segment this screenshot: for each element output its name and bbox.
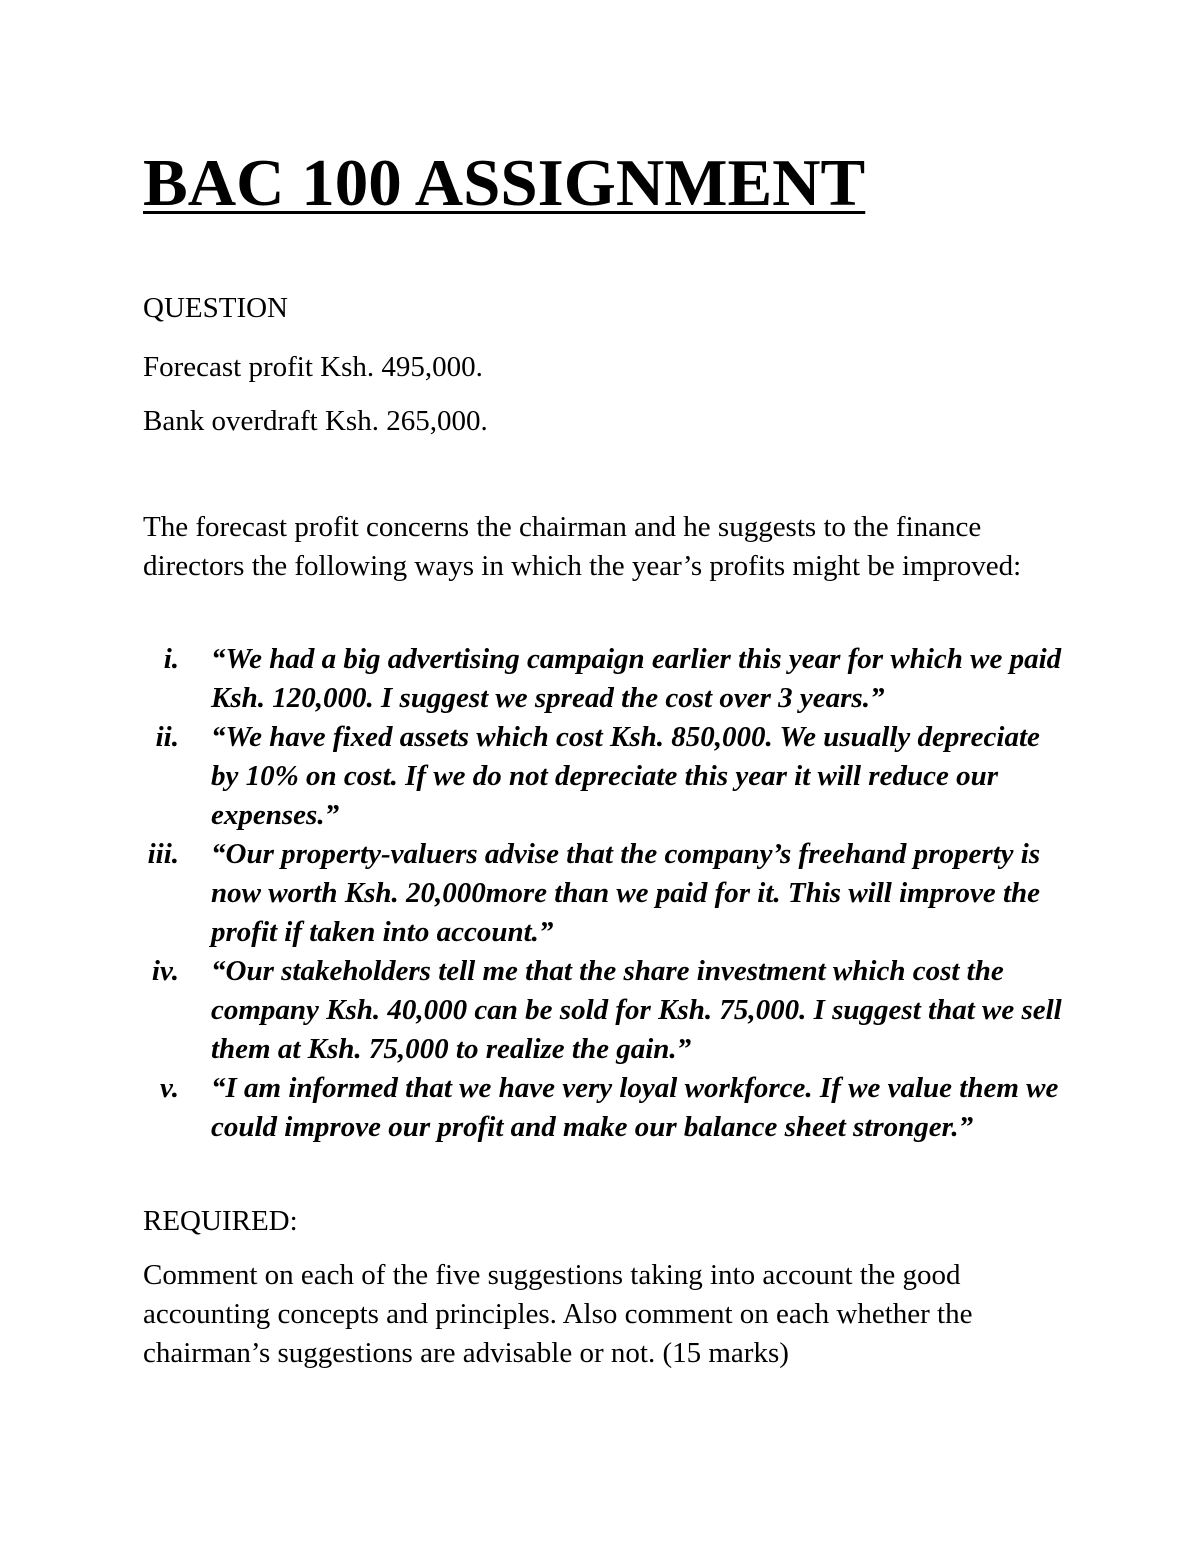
- suggestion-text: “Our stakeholders tell me that the share investment which cost the company Ksh. 40,000 can be sold for Ksh. 75,000. I suggest that we sell them at Ksh. 75,000 to realize the gain.”: [211, 955, 1062, 1065]
- suggestion-text: “We had a big advertising campaign earlier this year for which we paid Ksh. 120,000. I suggest we spread the cost over 3 years.”: [211, 643, 1062, 714]
- suggestion-text: “Our property-valuers advise that the company’s freehand property is now worth Ksh. 20,000more than we paid for it. This will improve the profit if taken into account.”: [211, 838, 1041, 948]
- intro-paragraph: The forecast profit concerns the chairman and he suggests to the finance directors the following ways in which the year’s profits might be improved:: [143, 511, 1022, 582]
- suggestion-item: [143, 835, 1083, 952]
- suggestion-item: [143, 640, 1083, 718]
- forecast-profit-line: Forecast profit Ksh. 495,000.: [143, 351, 483, 383]
- question-heading: QUESTION: [143, 292, 288, 324]
- suggestions-list: [143, 640, 1083, 1147]
- list-marker: v.: [159, 1072, 179, 1104]
- list-marker: iv.: [151, 955, 179, 987]
- bank-overdraft-line: Bank overdraft Ksh. 265,000.: [143, 405, 488, 437]
- suggestion-text: “I am informed that we have very loyal workforce. If we value them we could improve our profit and make our balance sheet stronger.”: [211, 1072, 1059, 1143]
- list-marker: ii.: [155, 721, 179, 753]
- list-marker: iii.: [147, 838, 179, 870]
- required-paragraph: Comment on each of the five suggestions taking into account the good accounting concepts and principles. Also comment on each whether the chairman’s suggestions are advisable or not. (15 marks): [143, 1259, 973, 1369]
- required-heading: REQUIRED:: [143, 1205, 298, 1237]
- suggestion-text: “We have fixed assets which cost Ksh. 850,000. We usually depreciate by 10% on cost. If we do not depreciate this year it will reduce our expenses.”: [211, 721, 1040, 831]
- list-marker: i.: [163, 643, 179, 675]
- suggestion-item: [143, 952, 1083, 1069]
- suggestion-item: [143, 718, 1083, 835]
- document-title: BAC 100 ASSIGNMENT: [143, 146, 866, 220]
- suggestion-item: [143, 1069, 1083, 1147]
